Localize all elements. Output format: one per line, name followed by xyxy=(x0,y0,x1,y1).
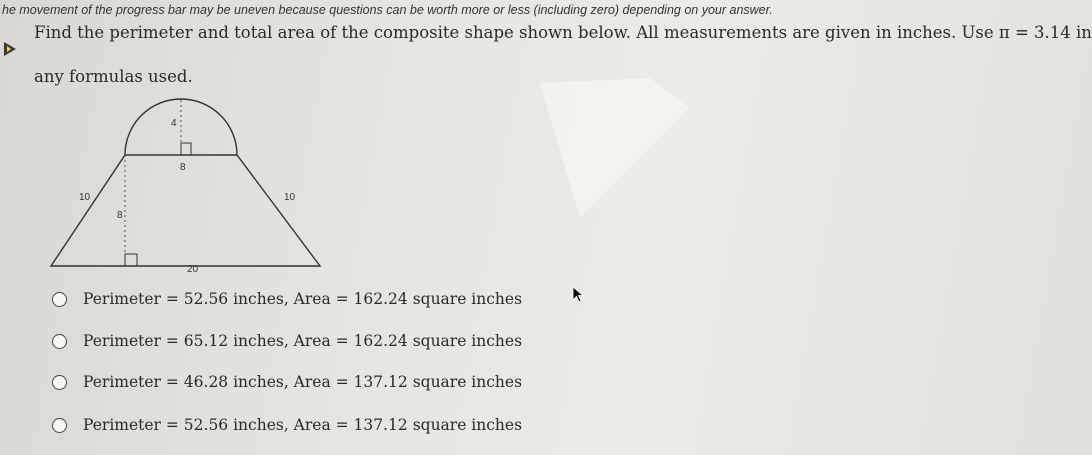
radio-button[interactable] xyxy=(52,334,67,349)
left-side-label: 10 xyxy=(79,192,91,203)
answer-option-label: Perimeter = 52.56 inches, Area = 137.12 square inches xyxy=(83,416,523,434)
mouse-pointer-icon xyxy=(572,286,586,304)
answer-option-1[interactable] xyxy=(52,287,522,311)
radio-button[interactable] xyxy=(52,375,67,390)
answer-option-label: Perimeter = 46.28 inches, Area = 137.12 square inches xyxy=(83,373,523,391)
answer-option-label: Perimeter = 52.56 inches, Area = 162.24 square inches xyxy=(83,290,523,308)
radius-label: 4 xyxy=(171,118,177,129)
answer-option-3[interactable] xyxy=(52,370,522,394)
answer-option-4[interactable] xyxy=(52,413,522,437)
question-marker-icon xyxy=(2,41,18,57)
progress-notice: he movement of the progress bar may be uneven because questions can be worth more or less (including zero) depending on your answer. xyxy=(2,3,773,17)
radio-button[interactable] xyxy=(52,418,67,433)
right-angle-marker-bottom xyxy=(125,254,137,266)
height-label: 8 xyxy=(117,210,123,221)
base-label: 20 xyxy=(187,264,199,275)
radio-button[interactable] xyxy=(52,292,67,307)
answer-option-2[interactable] xyxy=(52,329,522,353)
screen-glare xyxy=(540,78,690,218)
right-side-label: 10 xyxy=(284,192,296,203)
question-line-1: Find the perimeter and total area of the composite shape shown below. All measurements are given in inches. Use π = 3.14 in xyxy=(34,23,1092,42)
composite-shape-figure xyxy=(45,88,335,278)
question-line-2: any formulas used. xyxy=(34,67,193,86)
right-angle-marker-top xyxy=(181,143,191,155)
top-width-label: 8 xyxy=(180,162,186,173)
answer-option-label: Perimeter = 65.12 inches, Area = 162.24 square inches xyxy=(83,332,523,350)
